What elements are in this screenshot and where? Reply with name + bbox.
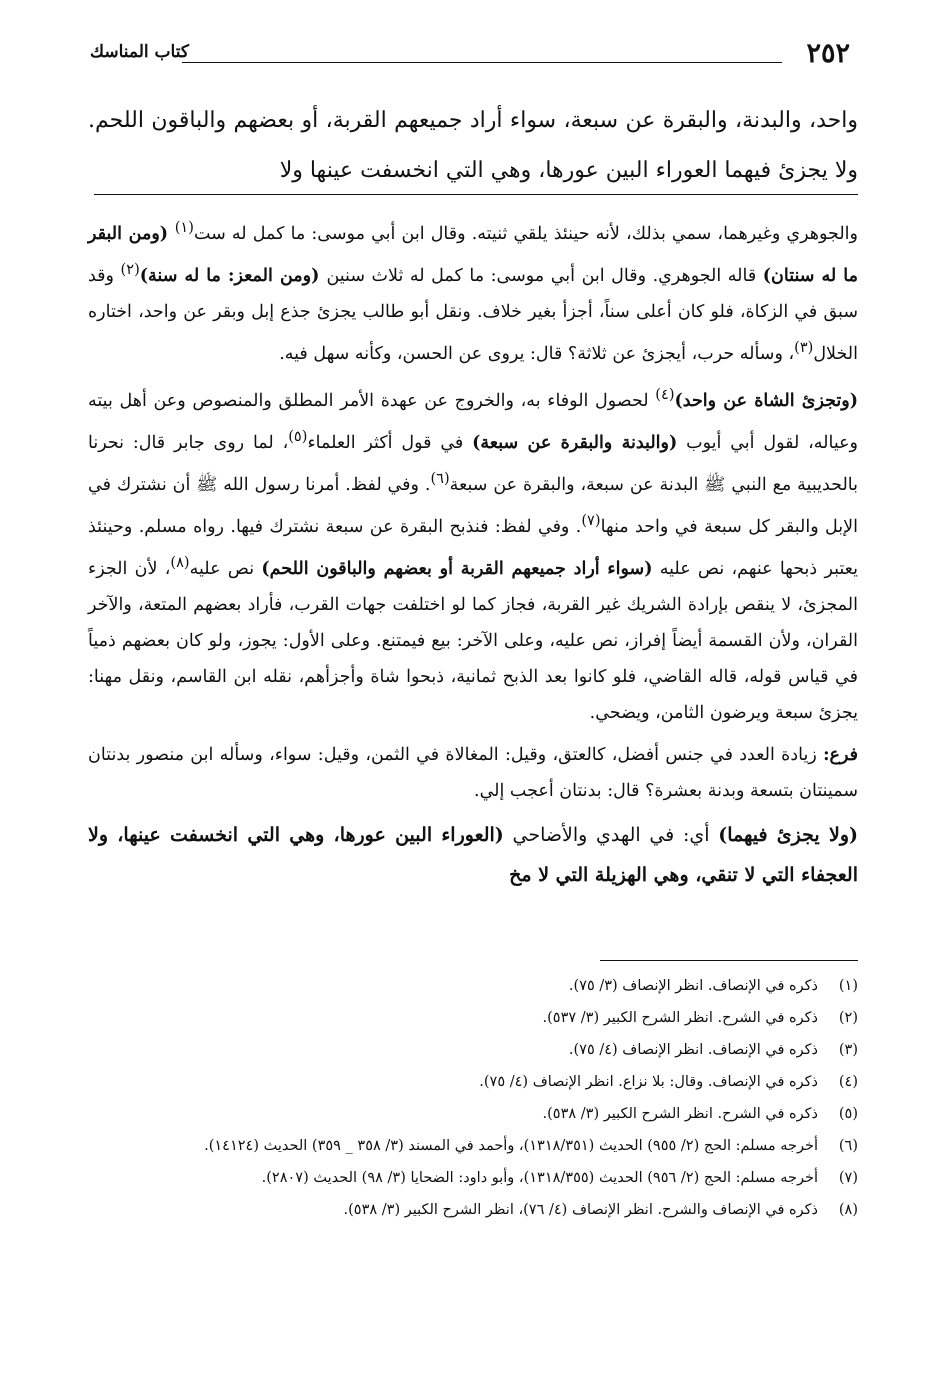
commentary-paragraph-3: [88, 737, 858, 809]
footnote-number: (٢): [838, 1010, 858, 1026]
footnote: [88, 1002, 858, 1034]
matn-text-top: واحد، والبدنة، والبقرة عن سبعة، سواء أراد جميعهم القربة، أو بعضهم والباقون اللحم. ولا يجزئ فيهما العوراء البين عورها، وهي التي انخسفت عينها ولا: [88, 108, 858, 183]
footnote-number: (٦): [838, 1138, 858, 1154]
quoted-matn: (وتجزئ الشاة عن واحد): [674, 391, 858, 412]
footnote-number: (٨): [838, 1202, 858, 1218]
footnote-ref: (٥): [288, 428, 308, 446]
footnote-ref: (٨): [170, 553, 190, 571]
footnote-number: (٧): [838, 1170, 858, 1186]
matn-separator-rule: [94, 194, 858, 195]
page-header: [86, 38, 856, 78]
footnote-number: (٤): [838, 1074, 858, 1090]
footnote: [88, 1194, 858, 1226]
commentary-text: ، وسأله حرب، أيجزئ عن ثلاثة؟ قال: يروى عن الحسن، وكأنه سهل فيه.: [279, 343, 795, 364]
footnote-number: (١): [838, 978, 858, 994]
footnote-text: ذكره في الإنصاف والشرح. انظر الإنصاف (٤/ ٧٦)، انظر الشرح الكبير (٣/ ٥٣٨).: [343, 1202, 818, 1218]
commentary-text: قاله الجوهري. وقال ابن أبي موسى: ما كمل له ثلاث سنين: [326, 265, 763, 286]
footnote: [88, 970, 858, 1002]
quoted-matn: (العوراء البين عورها، وهي التي انخسفت عينها، ولا العجفاء التي لا تنقي، وهي الهزيلة التي لا مخ: [88, 823, 858, 886]
footnote-text: ذكره في الإنصاف. انظر الإنصاف (٣/ ٧٥).: [568, 978, 818, 994]
footnote: [88, 1130, 858, 1162]
commentary-text: نص عليه: [189, 558, 262, 579]
footnote-ref: (٧): [581, 511, 601, 529]
quoted-matn: (ومن المعز: ما له سنة): [139, 265, 327, 286]
page-number: ٢٥٢: [806, 38, 850, 69]
commentary-text: . وفي لفظ: فنذبح البقرة عن سبعة نشترك فيها. رواه مسلم. وحينئذ يعتبر ذبحها عنهم، نص عليه: [88, 516, 858, 579]
footnote-ref: (١): [174, 219, 194, 236]
footnote: [88, 1162, 858, 1194]
commentary-text: في قول أكثر العلماء: [307, 433, 473, 454]
footnote-ref: (٤): [655, 386, 675, 404]
footnote-text: ذكره في الشرح. انظر الشرح الكبير (٣/ ٥٣٨).: [542, 1106, 818, 1122]
footnote-text: ذكره في الإنصاف. وقال: بلا نزاع. انظر الإنصاف (٤/ ٧٥).: [479, 1074, 818, 1090]
branch-label: فرع:: [823, 744, 858, 765]
footnote-ref: (٦): [430, 470, 450, 488]
quoted-matn: (ومن البقر ما له سنتان): [88, 223, 858, 286]
commentary-text: ، لأن الجزء المجزئ، لا ينقص بإرادة الشريك غير القربة، فجاز كما لو اختلفت جهات القرب، فأراد بعضهم المتعة، والآخر القران، ولأن القسمة أيضاً إفراز، نص عليه، وعلى الآخر: بيع فيمتنع. وعلى الأول: يجوز، ولو كان بعضهم ذمياً في قياس قوله، قاله القاضي، فلو كانوا بعد الذبح ثمانية، ذبحوا شاة وأجزأهم، نقله ابن القاسم، ونقل مهنا: يجزئ سبعة ويرضون الثامن، ويضحي.: [88, 558, 858, 723]
commentary-paragraph-1: [88, 210, 858, 371]
footnote-text: أخرجه مسلم: الحج (٢/ ٩٥٥) الحديث (١٣١٨/٣٥١)، وأحمد في المسند (٣/ ٣٥٨ _ ٣٥٩) الحديث (١٤١٢٤).: [204, 1138, 818, 1154]
footnote-text: ذكره في الإنصاف. انظر الإنصاف (٤/ ٧٥).: [568, 1042, 818, 1058]
commentary-paragraph-4: [88, 815, 858, 895]
commentary-text: ، لما روى جابر قال: نحرنا بالحديبية مع النبي ﷺ البدنة عن سبعة، والبقرة عن سبعة: [88, 433, 859, 495]
footnotes-section: [88, 970, 858, 1226]
quoted-matn: (سواء أراد جميعهم القربة أو بعضهم والباقون اللحم): [261, 558, 653, 579]
quoted-matn: (ولا يجزئ فيهما): [718, 823, 858, 846]
quoted-matn: (والبدنة والبقرة عن سبعة): [472, 433, 678, 454]
commentary-text: لحصول الوفاء به، والخروج عن عهدة الأمر المطلق والمنصوص وعن أهل بيته وعياله، لقول أبي أيوب: [88, 391, 859, 454]
footnote-separator-rule: [600, 960, 858, 961]
commentary-text: والجوهري وغيرهما، سمي بذلك، لأنه حينئذ يلقي ثنيته. وقال ابن أبي موسى: ما كمل له ست: [193, 223, 858, 244]
footnote-text: ذكره في الشرح. انظر الشرح الكبير (٣/ ٥٣٧).: [542, 1010, 818, 1026]
commentary-text: زيادة العدد في جنس أفضل، كالعتق، وقيل: المغالاة في الثمن، وقيل: سواء، وسأله ابن منصور بدنتان سمينتان بتسعة وبدنة بعشرة؟ قال: بدنتان أعجب إلي.: [88, 744, 858, 801]
commentary-text: أي: في الهدي والأضاحي: [503, 823, 719, 846]
footnote: [88, 1098, 858, 1130]
commentary-body: [88, 210, 858, 901]
commentary-paragraph-2: [88, 377, 858, 730]
commentary-text: وقد سبق في الزكاة، فلو كان أعلى سناً، أجزأ بغير خلاف. ونقل أبو طالب يجزئ جذع إبل وبقر عن واحد، اختاره الخلال: [88, 265, 858, 364]
header-rule: [182, 62, 782, 63]
footnote-ref: (٢): [120, 260, 140, 278]
footnote-ref: (٣): [794, 338, 814, 356]
commentary-text: . وفي لفظ. أمرنا رسول الله ﷺ أن نشترك في الإبل والبقر كل سبعة في واحد منها: [88, 474, 858, 537]
footnote-text: أخرجه مسلم: الحج (٢/ ٩٥٦) الحديث (١٣١٨/٣٥٥)، وأبو داود: الضحايا (٣/ ٩٨) الحديث (٢٨٠٧).: [261, 1170, 818, 1186]
footnote: [88, 1066, 858, 1098]
running-title: كتاب المناسك: [90, 42, 189, 62]
footnote-number: (٥): [838, 1106, 858, 1122]
footnote-number: (٣): [838, 1042, 858, 1058]
footnote: [88, 1034, 858, 1066]
